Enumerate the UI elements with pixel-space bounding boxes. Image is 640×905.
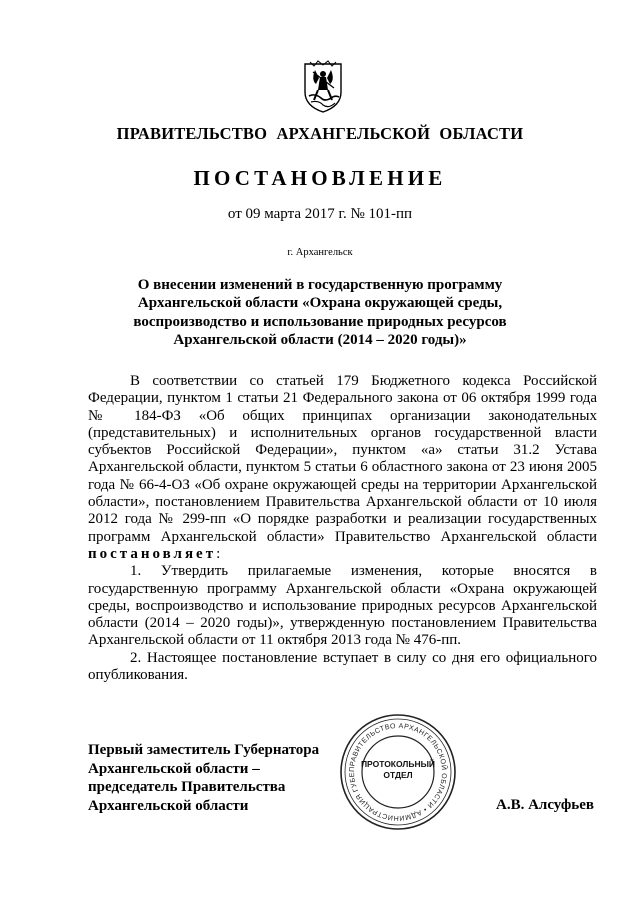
government-title: ПРАВИТЕЛЬСТВО АРХАНГЕЛЬСКОЙ ОБЛАСТИ [116, 124, 524, 143]
preamble-text: В соответствии со статьей 179 Бюджетного кодекса Российской Федерации, пунктом 1 статьи 21 Федерального закона от 06 октября 1999 года № 184-ФЗ «Об общих принципах организации законодательных (представительных) и исполнительных органов государственной власти субъектов Российской Федерации», пунктом «а» статьи 31.2 Устава Архангельской области, пунктом 5 статьи 6 областного закона от 23 июня 2005 года № 66-4-ОЗ «Об охране окружающей среды на территории Архангельской области», постановлением Правительства Архангельской области от 10 июля 2012 года № 299-пп «О порядке разработки и реализации государственных программ Архангельской области» Правительство Архангельской области [88, 373, 597, 545]
preamble-colon: : [216, 545, 221, 562]
signer-position [88, 741, 348, 815]
official-stamp [338, 712, 458, 832]
heading-line: Архангельской области (2014 – 2020 годы)» [173, 332, 467, 349]
document-heading [110, 276, 530, 350]
signer-name: А.В. Алсуфьев [496, 797, 594, 813]
stamp-label-line: ПРОТОКОЛЬНЫЙ [360, 759, 436, 769]
document-date-number: от 09 марта 2017 г. № 101-пп [227, 206, 413, 222]
stamp-label-line: ОТДЕЛ [383, 770, 413, 780]
paragraph-item-1: 1. Утвердить прилагаемые изменения, которые вносятся в государственную программу Архангельской области «Охрана окружающей среды, воспроизводство и использование природных ресурсов Архангельской области (2014 – 2020 годы)», утвержденную постановлением Правительства Архангельской области от 11 октября 2013 года № 476-пп. [88, 563, 597, 649]
stamp-ring-text: ПРАВИТЕЛЬСТВО АРХАНГЕЛЬСКОЙ ОБЛАСТИ • АДМИНИСТРАЦИЯ ГУБЕ [348, 722, 448, 822]
signer-position-line: председатель Правительства [88, 779, 286, 795]
paragraph-preamble [88, 373, 597, 563]
signer-position-line: Первый заместитель Губернатора [88, 742, 320, 758]
signer-position-line: Архангельской области – [88, 760, 260, 777]
resolves-word: постановляет [88, 545, 217, 562]
document-body [88, 373, 597, 684]
stamp-label [338, 759, 458, 781]
heading-line: воспроизводство и использование природных ресурсов [133, 313, 507, 330]
document-city: г. Архангельск [287, 247, 353, 258]
coat-of-arms-icon [301, 60, 345, 114]
paragraph-item-2: 2. Настоящее постановление вступает в силу со дня его официального опубликования. [88, 649, 597, 684]
document-type: ПОСТАНОВЛЕНИЕ [193, 166, 447, 190]
heading-line: О внесении изменений в государственную программу [137, 277, 503, 293]
heading-line: Архангельской области «Охрана окружающей среды, [137, 295, 503, 312]
signer-position-line: Архангельской области [88, 797, 249, 814]
